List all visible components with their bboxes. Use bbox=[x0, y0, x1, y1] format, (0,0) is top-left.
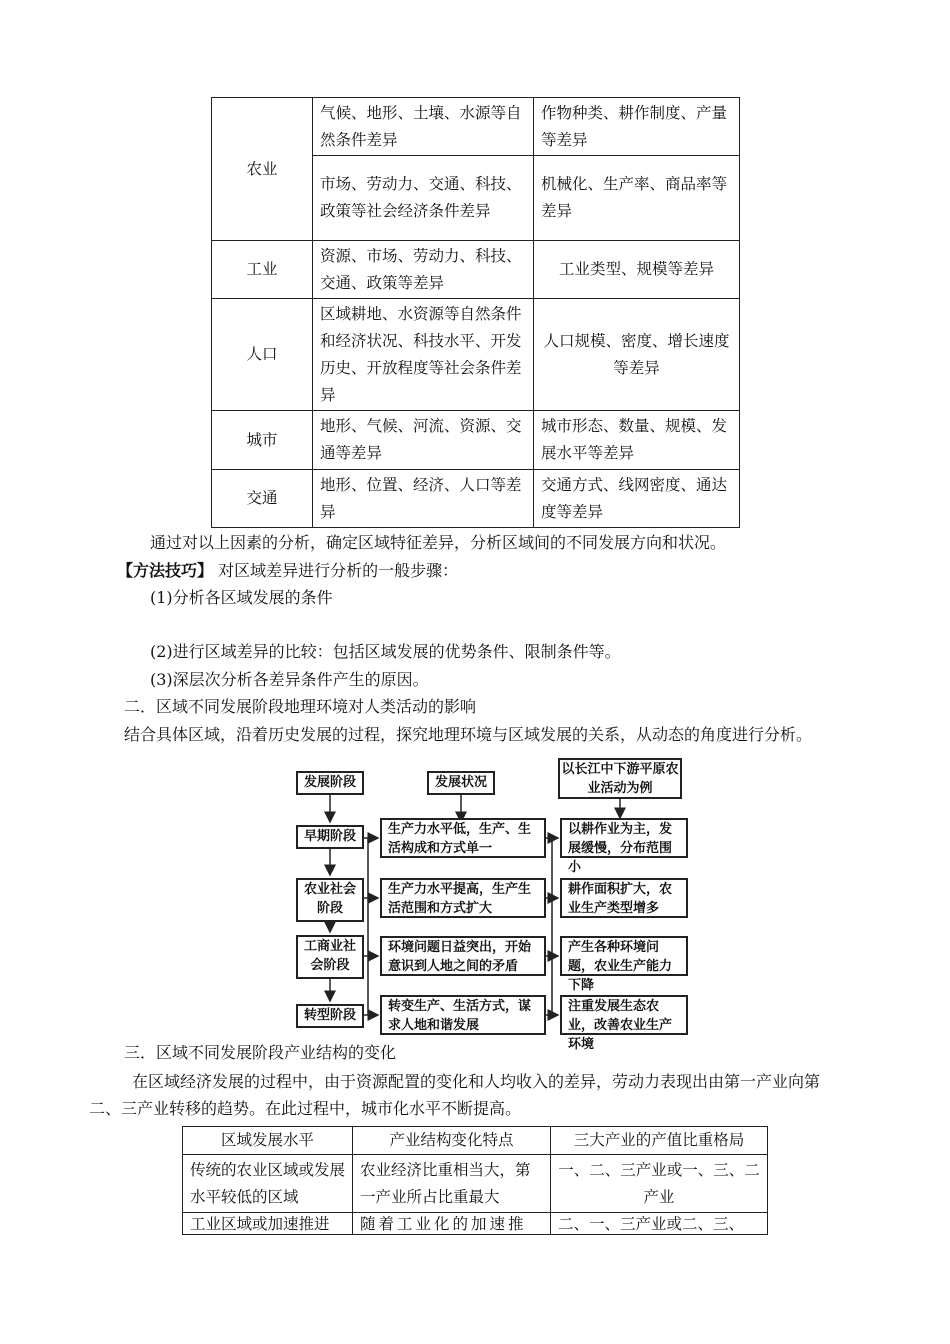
example-industrial-commercial: 产生各种环境问题，农业生产能力下降 bbox=[560, 936, 688, 976]
example-agricultural: 耕作面积扩大，农业生产类型增多 bbox=[560, 878, 688, 918]
factor-cell: 区域耕地、水资源等自然条件和经济状况、科技水平、开发历史、开放程度等社会条件差异 bbox=[313, 299, 534, 411]
result-cell: 交通方式、线网密度、通达度等差异 bbox=[534, 470, 740, 528]
section-3-body-line2: 二、三产业转移的趋势。在此过程中，城市化水平不断提高。 bbox=[89, 1099, 522, 1118]
factor-cell: 地形、位置、经济、人口等差异 bbox=[313, 470, 534, 528]
method-intro: 对区域差异进行分析的一般步骤： bbox=[218, 561, 459, 580]
section-2-body: 结合具体区域，沿着历史发展的过程，探究地理环境与区域发展的关系，从动态的角度进行分析。 bbox=[124, 725, 813, 744]
result-cell: 作物种类、耕作制度、产量等差异 bbox=[534, 98, 740, 156]
flow-header-status: 发展状况 bbox=[427, 771, 495, 795]
table-cell: 工业区域或加速推进 bbox=[183, 1213, 353, 1235]
flow-header-stage: 发展阶段 bbox=[296, 771, 364, 795]
category-transport: 交通 bbox=[212, 470, 313, 528]
table-cell: 一、二、三产业或一、三、二产业 bbox=[551, 1155, 768, 1213]
factor-cell: 资源、市场、劳动力、科技、交通、政策等差异 bbox=[313, 241, 534, 299]
category-agriculture: 农业 bbox=[212, 98, 313, 241]
example-early: 以耕作业为主，发展缓慢，分布范围小 bbox=[560, 818, 688, 858]
example-transition: 注重发展生态农业，改善农业生产环境 bbox=[560, 995, 688, 1035]
category-city: 城市 bbox=[212, 411, 313, 470]
stage-transition: 转型阶段 bbox=[296, 1004, 364, 1028]
step-2: (2)进行区域差异的比较：包括区域发展的优势条件、限制条件等。 bbox=[150, 642, 621, 661]
category-population: 人口 bbox=[212, 299, 313, 411]
method-tag: 【方法技巧】 bbox=[117, 561, 214, 580]
header-output-pattern: 三大产业的产值比重格局 bbox=[551, 1127, 768, 1155]
stage-agricultural: 农业社会阶段 bbox=[296, 878, 364, 922]
status-transition: 转变生产、生活方式，谋求人地和谐发展 bbox=[380, 995, 546, 1035]
table-cell: 二、一、三产业或二、三、 bbox=[551, 1213, 768, 1235]
section-3-title: 三．区域不同发展阶段产业结构的变化 bbox=[124, 1043, 397, 1062]
step-1: (1)分析各区域发展的条件 bbox=[150, 588, 333, 607]
conclusion-text: 通过对以上因素的分析，确定区域特征差异，分析区域间的不同发展方向和状况。 bbox=[150, 533, 727, 552]
factor-cell: 市场、劳动力、交通、科技、政策等社会经济条件差异 bbox=[313, 156, 534, 241]
factor-cell: 气候、地形、土壤、水源等自然条件差异 bbox=[313, 98, 534, 156]
table-cell: 传统的农业区域或发展水平较低的区域 bbox=[183, 1155, 353, 1213]
industry-structure-table bbox=[182, 1126, 768, 1235]
stage-early: 早期阶段 bbox=[296, 825, 364, 849]
category-industry: 工业 bbox=[212, 241, 313, 299]
stage-industrial-commercial: 工商业社会阶段 bbox=[296, 935, 364, 979]
flow-header-example: 以长江中下游平原农业活动为例 bbox=[558, 758, 682, 799]
table-cell: 农业经济比重相当大，第一产业所占比重最大 bbox=[353, 1155, 551, 1213]
result-cell: 工业类型、规模等差异 bbox=[534, 241, 740, 299]
status-agricultural: 生产力水平提高，生产生活范围和方式扩大 bbox=[380, 878, 546, 918]
result-cell: 机械化、生产率、商品率等差异 bbox=[534, 156, 740, 241]
header-region-level: 区域发展水平 bbox=[183, 1127, 353, 1155]
header-structure-change: 产业结构变化特点 bbox=[353, 1127, 551, 1155]
result-cell: 人口规模、密度、增长速度等差异 bbox=[534, 299, 740, 411]
status-industrial-commercial: 环境问题日益突出，开始意识到人地之间的矛盾 bbox=[380, 936, 546, 976]
table-cell: 随着工业化的加速推 bbox=[353, 1213, 551, 1235]
result-cell: 城市形态、数量、规模、发展水平等差异 bbox=[534, 411, 740, 470]
status-early: 生产力水平低，生产、生活构成和方式单一 bbox=[380, 818, 546, 858]
section-2-title: 二．区域不同发展阶段地理环境对人类活动的影响 bbox=[124, 697, 477, 716]
step-3: (3)深层次分析各差异条件产生的原因。 bbox=[150, 670, 429, 689]
section-3-body-line1: 在区域经济发展的过程中，由于资源配置的变化和人均收入的差异，劳动力表现出由第一产业向第 bbox=[132, 1072, 821, 1091]
factor-cell: 地形、气候、河流、资源、交通等差异 bbox=[313, 411, 534, 470]
